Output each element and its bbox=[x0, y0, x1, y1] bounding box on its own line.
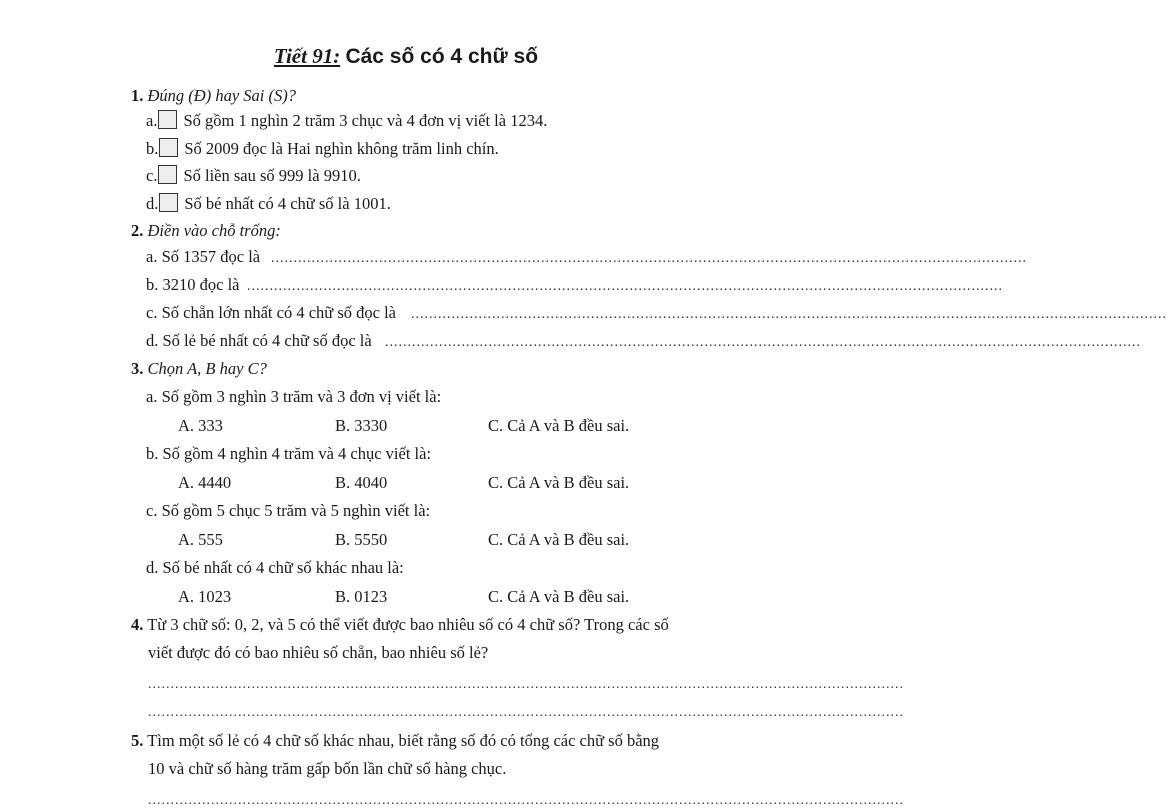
q1-item-a bbox=[146, 110, 547, 132]
q2-item-b-answer-blank[interactable]: ........................................................................................................................................................................ bbox=[247, 279, 1003, 294]
q3-b-option-a[interactable]: A. 4440 bbox=[178, 473, 232, 492]
q3-d-option-b[interactable]: B. 0123 bbox=[335, 587, 388, 606]
question-4 bbox=[131, 614, 669, 636]
q3-d-option-a[interactable]: A. 1023 bbox=[178, 587, 232, 606]
lesson-topic: Các số có 4 chữ số bbox=[345, 45, 539, 68]
item-text: Số liền sau số 999 là 9910. bbox=[183, 166, 361, 185]
q3-d-option-c[interactable]: C. Cả A và B đều sai. bbox=[488, 587, 630, 606]
q1-item-c bbox=[146, 165, 361, 187]
question-number: 1. bbox=[131, 86, 144, 105]
item-text: Số gồm 1 nghìn 2 trăm 3 chục và 4 đơn vị viết là 1234. bbox=[183, 111, 548, 130]
answer-checkbox[interactable] bbox=[159, 193, 178, 212]
q1-item-d bbox=[146, 193, 391, 215]
q3-b-option-b[interactable]: B. 4040 bbox=[335, 473, 388, 492]
q2-item-a-label: a. Số 1357 đọc là bbox=[146, 247, 261, 266]
item-letter: b. bbox=[146, 139, 159, 158]
q3-b-option-c[interactable]: C. Cả A và B đều sai. bbox=[488, 473, 630, 492]
question-5-line-2: 10 và chữ số hàng trăm gấp bốn lần chữ số hàng chục. bbox=[148, 759, 507, 778]
q2-item-c-answer-blank[interactable]: ........................................................................................................................................................................ bbox=[411, 307, 1167, 322]
question-3-heading bbox=[131, 358, 267, 380]
question-1-heading bbox=[131, 85, 296, 107]
question-number: 2. bbox=[131, 221, 144, 240]
question-prompt: Điền vào chỗ trống: bbox=[147, 221, 281, 240]
q2-item-d-label: d. Số lẻ bé nhất có 4 chữ số đọc là bbox=[146, 331, 372, 350]
question-number: 4. bbox=[131, 615, 144, 634]
q3-item-c: c. Số gồm 5 chục 5 trăm và 5 nghìn viết là: bbox=[146, 501, 431, 520]
q2-item-a-answer-blank[interactable]: ........................................................................................................................................................................ bbox=[271, 251, 1027, 266]
q3-a-option-c[interactable]: C. Cả A và B đều sai. bbox=[488, 416, 630, 435]
item-letter: c. bbox=[146, 166, 158, 185]
answer-checkbox[interactable] bbox=[159, 138, 178, 157]
item-text: Số 2009 đọc là Hai nghìn không trăm linh chín. bbox=[184, 139, 499, 158]
question-prompt: Đúng (Đ) hay Sai (S)? bbox=[147, 86, 296, 105]
q3-c-option-b[interactable]: B. 5550 bbox=[335, 530, 388, 549]
question-text-line-1: Tìm một số lẻ có 4 chữ số khác nhau, biết rằng số đó có tổng các chữ số bằng bbox=[147, 731, 660, 750]
item-letter: d. bbox=[146, 194, 159, 213]
question-number: 3. bbox=[131, 359, 144, 378]
q3-a-option-a[interactable]: A. 333 bbox=[178, 416, 223, 435]
q3-a-option-b[interactable]: B. 3330 bbox=[335, 416, 388, 435]
question-4-line-2: viết được đó có bao nhiêu số chẵn, bao nhiêu số lẻ? bbox=[148, 643, 489, 662]
q4-answer-line-2[interactable]: ........................................................................................................................................................................ bbox=[148, 705, 904, 720]
q5-answer-line-1[interactable]: ........................................................................................................................................................................ bbox=[148, 793, 904, 808]
q3-c-option-c[interactable]: C. Cả A và B đều sai. bbox=[488, 530, 630, 549]
page-title bbox=[0, 43, 812, 70]
q3-item-b: b. Số gồm 4 nghìn 4 trăm và 4 chục viết là: bbox=[146, 444, 432, 463]
answer-checkbox[interactable] bbox=[158, 110, 177, 129]
answer-checkbox[interactable] bbox=[158, 165, 177, 184]
lesson-number: Tiết 91: bbox=[273, 44, 341, 68]
q2-item-c-label: c. Số chẵn lớn nhất có 4 chữ số đọc là bbox=[146, 303, 396, 322]
q3-c-option-a[interactable]: A. 555 bbox=[178, 530, 223, 549]
q2-item-b-label: b. 3210 đọc là bbox=[146, 275, 240, 294]
question-number: 5. bbox=[131, 731, 144, 750]
q3-item-d: d. Số bé nhất có 4 chữ số khác nhau là: bbox=[146, 558, 404, 577]
q3-item-a: a. Số gồm 3 nghìn 3 trăm và 3 đơn vị viết là: bbox=[146, 387, 442, 406]
q2-item-d-answer-blank[interactable]: ........................................................................................................................................................................ bbox=[385, 335, 1141, 350]
question-2-heading bbox=[131, 220, 281, 242]
q1-item-b bbox=[146, 138, 499, 160]
question-5 bbox=[131, 730, 659, 752]
item-letter: a. bbox=[146, 111, 158, 130]
question-prompt: Chọn A, B hay C? bbox=[147, 359, 267, 378]
question-text-line-1: Từ 3 chữ số: 0, 2, và 5 có thể viết được bao nhiêu số có 4 chữ số? Trong các số bbox=[147, 615, 669, 634]
item-text: Số bé nhất có 4 chữ số là 1001. bbox=[184, 194, 391, 213]
q4-answer-line-1[interactable]: ........................................................................................................................................................................ bbox=[148, 677, 904, 692]
